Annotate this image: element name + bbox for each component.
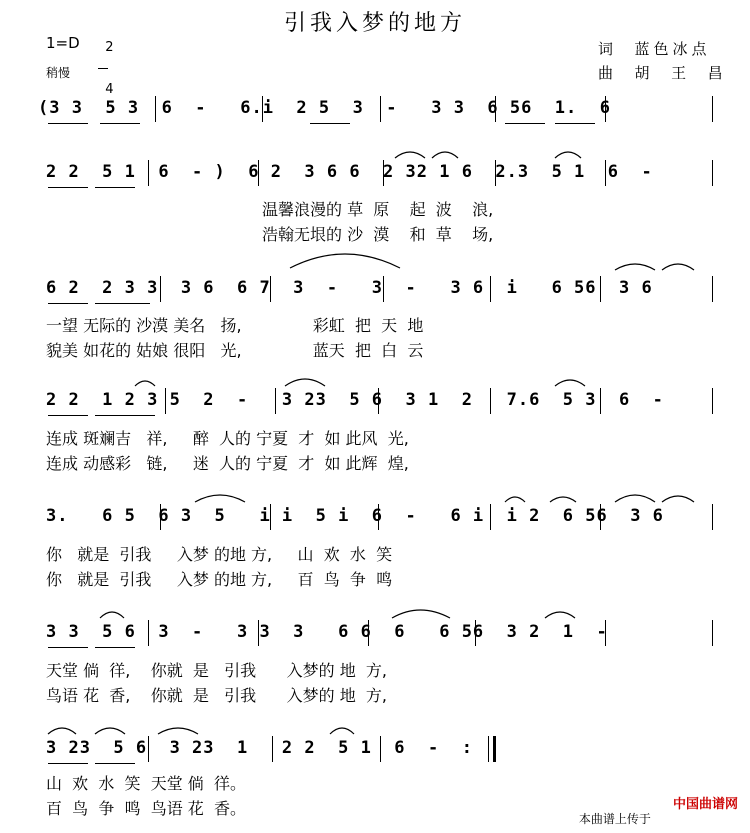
beam-line xyxy=(48,763,88,764)
barline xyxy=(712,388,713,414)
barline xyxy=(272,736,273,762)
beam-line xyxy=(100,123,140,124)
time-numerator: 2 xyxy=(105,40,114,55)
notation-row-2: 2 2 5 1 6 - ) 6 2 3 6 6 2 32 1 6 2.3 5 1 6 - xyxy=(46,162,653,182)
tempo-marking: 稍慢 xyxy=(46,66,71,80)
barline xyxy=(165,388,166,414)
final-barline xyxy=(493,736,496,762)
beam-line xyxy=(95,763,135,764)
lyric-row-7-verse-2: 百 鸟 争 鸣 鸟语 花 香。 xyxy=(46,799,246,818)
barline xyxy=(270,276,271,302)
beam-line xyxy=(95,415,155,416)
barline xyxy=(368,620,369,646)
lyric-row-2-verse-2: 浩翰无垠的 沙 漠 和 草 场, xyxy=(262,225,494,244)
notation-row-6: 3 3 5 6 3 - 3 3 3 6 6 6 6 56 3 2 1 - xyxy=(46,622,608,642)
barline xyxy=(475,620,476,646)
notation-row-1: (3 3 5 3 6 - 6.i 2 5 3 - 3 3 6 56 1. 6 xyxy=(38,98,611,118)
barline xyxy=(495,96,496,122)
beam-line xyxy=(555,123,595,124)
upload-credit xyxy=(571,764,738,827)
barline xyxy=(148,620,149,646)
barline xyxy=(712,96,713,122)
beam-line xyxy=(310,123,350,124)
beam-line xyxy=(48,415,88,416)
barline xyxy=(488,736,489,762)
time-denominator: 4 xyxy=(105,82,114,97)
barline xyxy=(270,504,271,530)
barline xyxy=(490,276,491,302)
beam-line xyxy=(48,187,88,188)
barline xyxy=(600,276,601,302)
barline xyxy=(378,388,379,414)
barline xyxy=(495,160,496,186)
key-signature: 1=D xyxy=(46,34,80,52)
notation-row-3: 6 2 2 3 3 3 6 6 7 3 - 3 - 3 6 i 6 56 3 6 xyxy=(46,278,653,298)
beam-line xyxy=(95,647,135,648)
lyric-row-7-verse-1: 山 欢 水 笑 天堂 倘 徉。 xyxy=(46,774,246,793)
lyric-row-4-verse-2: 连成 动感彩 链, 迷 人的 宁夏 才 如 此辉 煌, xyxy=(46,454,409,473)
lyric-row-6-verse-1: 天堂 倘 徉, 你就 是 引我 入梦的 地 方, xyxy=(46,661,387,680)
barline xyxy=(490,388,491,414)
lyric-row-6-verse-2: 鸟语 花 香, 你就 是 引我 入梦的 地 方, xyxy=(46,686,387,705)
barline xyxy=(258,160,259,186)
barline xyxy=(605,96,606,122)
barline xyxy=(600,388,601,414)
beam-line xyxy=(48,123,88,124)
barline xyxy=(490,504,491,530)
barline xyxy=(275,388,276,414)
barline xyxy=(378,504,379,530)
beam-line xyxy=(48,647,88,648)
lyricist-credit: 词 蓝色冰点 xyxy=(598,40,711,58)
site-logo[interactable] xyxy=(655,778,738,827)
lyric-row-3-verse-1: 一望 无际的 沙漠 美名 扬, 彩虹 把 天 地 xyxy=(46,316,424,335)
beam-line xyxy=(95,303,150,304)
barline xyxy=(383,160,384,186)
beam-line xyxy=(505,123,545,124)
footer-text: 本曲谱上传于 xyxy=(578,812,651,826)
lyric-row-5-verse-2: 你 就是 引我 入梦 的地 方, 百 鸟 争 鸣 xyxy=(46,570,393,589)
barline xyxy=(258,620,259,646)
barline xyxy=(712,276,713,302)
notation-row-7: 3 23 5 6 3 23 1 2 2 5 1 6 - : xyxy=(46,738,473,758)
lyric-row-5-verse-1: 你 就是 引我 入梦 的地 方, 山 欢 水 笑 xyxy=(46,545,393,564)
notation-row-4: 2 2 1 2 3 5 2 - 3 23 5 6 3 1 2 7.6 5 3 6 - xyxy=(46,390,664,410)
time-signature xyxy=(97,28,114,97)
barline xyxy=(148,736,149,762)
barline xyxy=(160,504,161,530)
barline xyxy=(600,504,601,530)
lyric-row-4-verse-1: 连成 斑斓吉 祥, 醉 人的 宁夏 才 如 此风 光, xyxy=(46,429,409,448)
barline xyxy=(383,276,384,302)
beam-line xyxy=(48,303,88,304)
barline xyxy=(712,160,713,186)
barline xyxy=(605,160,606,186)
barline xyxy=(712,504,713,530)
song-title: 引我入梦的地方 xyxy=(283,11,466,36)
composer-credit: 曲 胡 王 昌 xyxy=(598,64,727,82)
lyric-row-2-verse-1: 温馨浪漫的 草 原 起 波 浪, xyxy=(262,200,494,219)
barline xyxy=(148,160,149,186)
barline xyxy=(160,276,161,302)
barline xyxy=(380,736,381,762)
barline xyxy=(712,620,713,646)
time-divider xyxy=(98,68,108,69)
barline xyxy=(155,96,156,122)
barline xyxy=(262,96,263,122)
lyric-row-3-verse-2: 貌美 如花的 姑娘 很阳 光, 蓝天 把 白 云 xyxy=(46,341,424,360)
site-logo-text: 中国曲谱网 xyxy=(672,797,738,812)
beam-line xyxy=(95,187,135,188)
notation-row-5: 3. 6 5 6 3 5 i i 5 i 6 - 6 i i 2 6 56 3 6 xyxy=(46,506,664,526)
barline xyxy=(380,96,381,122)
barline xyxy=(605,620,606,646)
